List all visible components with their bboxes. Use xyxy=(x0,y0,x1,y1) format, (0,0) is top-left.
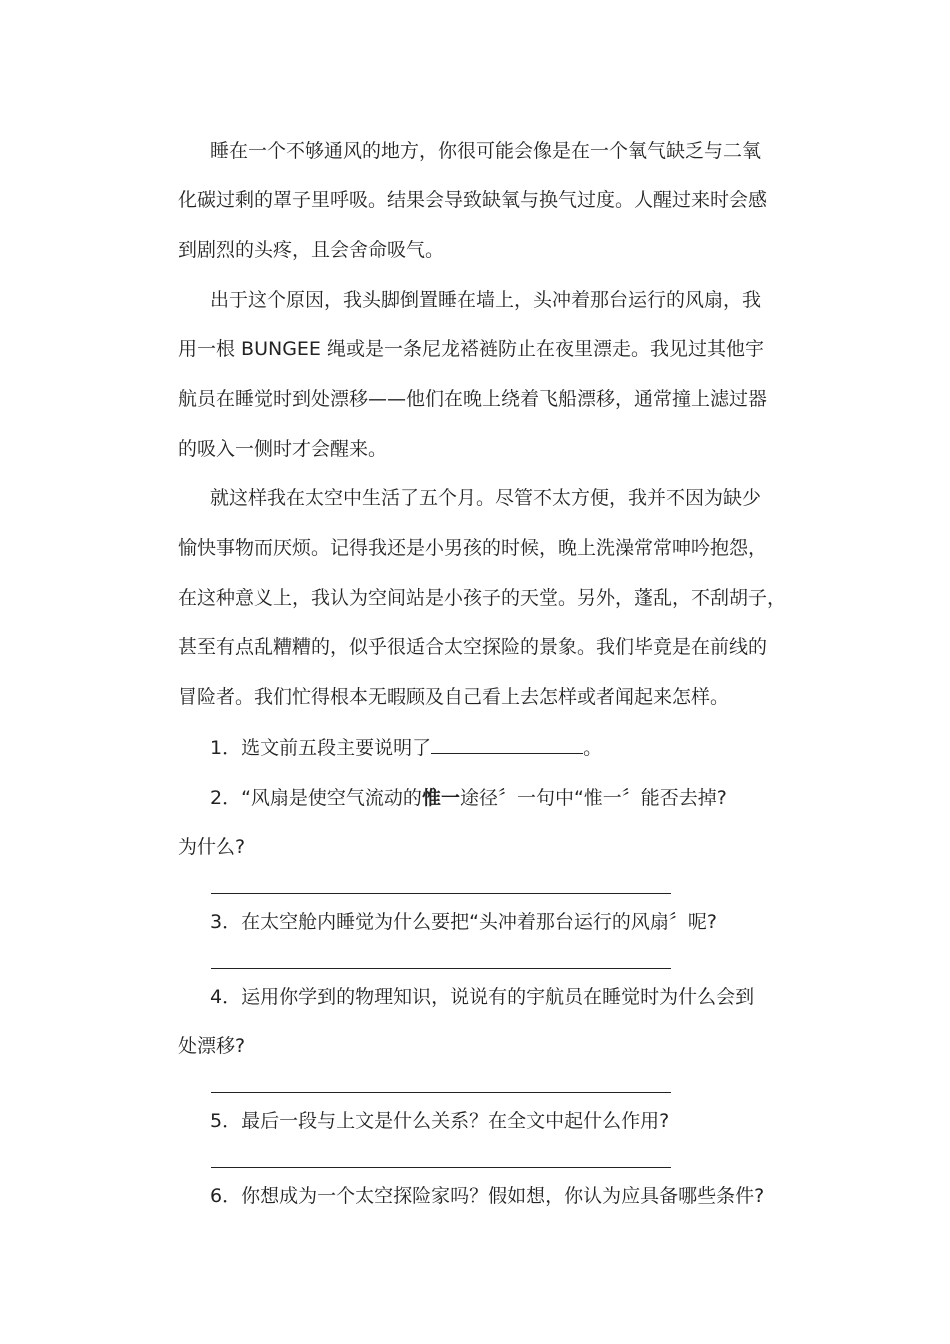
paragraph-1-line-3: 到剧烈的头疼，且会舍命吸气。 xyxy=(178,239,445,261)
question-2-answer-line[interactable] xyxy=(211,893,671,894)
question-6: 6．你想成为一个太空探险家吗？假如想，你认为应具备哪些条件? xyxy=(210,1185,765,1207)
paragraph-2-line-4: 的吸入一侧时才会醒来。 xyxy=(178,438,388,460)
paragraph-2-line-3: 航员在睡觉时到处漂移——他们在晚上绕着飞船漂移，通常撞上滤过器 xyxy=(178,388,768,410)
paragraph-3-line-2: 愉快事物而厌烦。记得我还是小男孩的时候，晚上洗澡常常呻吟抱怨， xyxy=(178,537,768,559)
question-4-answer-line[interactable] xyxy=(211,1092,671,1093)
question-2-line-2: 为什么? xyxy=(178,836,246,858)
question-3-answer-line[interactable] xyxy=(211,968,671,969)
question-1-text: 1．选文前五段主要说明了 xyxy=(210,737,432,759)
paragraph-1-line-2: 化碳过剩的罩子里呼吸。结果会导致缺氧与换气过度。人醒过来时会感 xyxy=(178,189,768,211)
paragraph-2-line-1: 出于这个原因，我头脚倒置睡在墙上，头冲着那台运行的风扇，我 xyxy=(210,289,762,311)
question-1 xyxy=(210,735,820,761)
question-4-line-2: 处漂移? xyxy=(178,1035,246,1057)
question-1-answer-blank[interactable] xyxy=(431,735,583,754)
question-1-end: 。 xyxy=(583,737,603,759)
paragraph-3-line-5: 冒险者。我们忙得根本无暇顾及自己看上去怎样或者闻起来怎样。 xyxy=(178,686,730,708)
question-2 xyxy=(210,785,820,811)
question-2-text-post: 途径〞一句中“惟一〞能否去掉? xyxy=(459,787,727,809)
question-2-text-pre: 2．“风扇是使空气流动的 xyxy=(210,787,422,809)
question-3: 3．在太空舱内睡觉为什么要把“头冲着那台运行的风扇〞呢? xyxy=(210,911,718,933)
question-5: 5．最后一段与上文是什么关系？在全文中起什么作用? xyxy=(210,1110,670,1132)
paragraph-3-line-3: 在这种意义上，我认为空间站是小孩子的天堂。另外，蓬乱，不刮胡子， xyxy=(178,587,787,609)
question-5-answer-line[interactable] xyxy=(211,1167,671,1168)
question-2-bold-word: 惟一 xyxy=(421,787,460,809)
question-4-line-1: 4．运用你学到的物理知识，说说有的宇航员在睡觉时为什么会到 xyxy=(210,986,755,1008)
paragraph-3-line-1: 就这样我在太空中生活了五个月。尽管不太方便，我并不因为缺少 xyxy=(210,487,762,509)
paragraph-1-line-1: 睡在一个不够通风的地方，你很可能会像是在一个氧气缺乏与二氧 xyxy=(210,140,762,162)
paragraph-3-line-4: 甚至有点乱糟糟的，似乎很适合太空探险的景象。我们毕竟是在前线的 xyxy=(178,636,768,658)
paragraph-2-line-2: 用一根 BUNGEE 绳或是一条尼龙褡裢防止在夜里漂走。我见过其他宇 xyxy=(178,338,764,360)
